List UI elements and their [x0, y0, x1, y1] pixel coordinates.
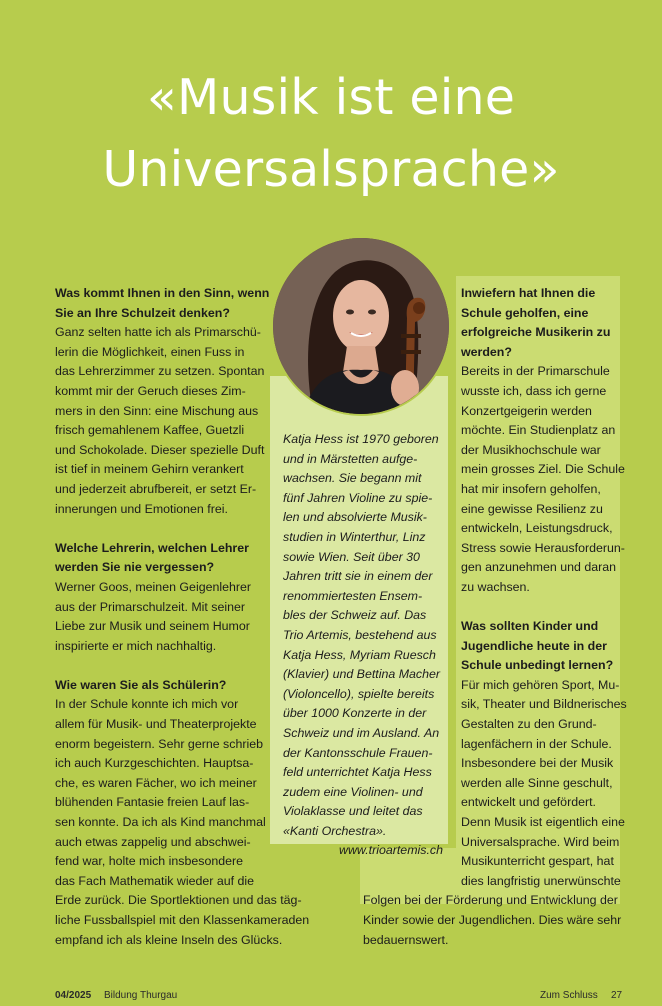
answer-line: sen konnte. Da ich als Kind manchmal	[55, 815, 266, 830]
answer-line: empfand ich als kleine Inseln des Glücks.	[55, 932, 283, 947]
answer-line: und Schokolade. Dieser spezielle Duft	[55, 442, 265, 457]
caption-line: der Kantonsschule Frauen-	[283, 745, 433, 760]
caption-line: len und absolvierte Musik-	[283, 510, 427, 525]
answer-line: entwickeln, Leistungsdruck,	[461, 521, 613, 536]
caption-line: wachsen. Sie begann mit	[283, 471, 422, 486]
answer-line: und jederzeit abrufbereit, er setzt Er-	[55, 481, 257, 496]
answer-line: In der Schule konnte ich mich vor	[55, 697, 239, 712]
answer-line: Folgen bei der Förderung und Entwicklung der	[363, 893, 618, 908]
answer-line: liche Fussballspiel mit den Klassenkameraden	[55, 913, 310, 927]
answer-line: Denn Musik ist eigentlich eine	[461, 815, 625, 830]
question-line: Jugendliche heute in der	[461, 638, 607, 653]
caption-line: über 1000 Konzerte in der	[283, 706, 427, 721]
answer-line: enorm begeistern. Sehr gerne schrieb	[55, 736, 264, 751]
answer-line: mein grosses Ziel. Die Schule	[461, 462, 625, 477]
question-line: Welche Lehrerin, welchen Lehrer	[55, 540, 249, 555]
caption-line: Jahren tritt sie in einem der	[283, 569, 433, 584]
caption-line: sowie Wien. Seit über 30	[283, 549, 420, 564]
footer-page-number: 27	[611, 990, 623, 1001]
left-column	[55, 284, 310, 970]
footer-magazine: Bildung Thurgau	[104, 990, 178, 1001]
answer-line: auch etwas zappelig und abschwei-	[55, 834, 251, 849]
answer-line: dies langfristig unerwünschte	[461, 873, 621, 888]
answer-line: Liebe zur Musik und seinem Humor	[55, 619, 250, 634]
answer-line: das Lehrerzimmer zu setzen. Spontan	[55, 364, 265, 379]
answer-line: Musikunterricht gespart, hat	[461, 854, 614, 869]
answer-line: hat mir insofern geholfen,	[461, 481, 601, 496]
answer-line: entwickelt und gefördert.	[461, 795, 596, 810]
answer-line: werden alle Sinne geschult,	[461, 775, 613, 790]
answer-line: ich auch Kurzgeschichten. Hauptsa-	[55, 756, 254, 771]
question-line: Was sollten Kinder und	[461, 619, 599, 634]
question-line: werden?	[461, 344, 512, 359]
answer-line: che, es waren Fächer, wo ich meiner	[55, 775, 257, 790]
footer-section: Zum Schluss	[540, 990, 598, 1001]
answer-line: Für mich gehören Sport, Mu-	[461, 677, 620, 692]
answer-line: eine gewisse Resilienz zu	[461, 501, 603, 516]
qa-block	[55, 284, 270, 519]
website-link[interactable]: www.trioartemis.ch	[339, 843, 443, 858]
answer-line: gen anzunehmen und daran	[461, 560, 617, 575]
caption-line: bles der Schweiz auf. Das	[283, 608, 427, 623]
answer-line: Stress sowie Herausforderun-	[461, 540, 625, 555]
caption-line: Katja Hess, Myriam Ruesch	[283, 647, 436, 662]
caption-line: Katja Hess ist 1970 geboren	[283, 432, 439, 446]
caption-line: (Violoncello), spielte bereits	[283, 686, 435, 701]
question-line: Schule unbedingt lernen?	[461, 658, 614, 673]
answer-line: Erde zurück. Die Sportlektionen und das täg-	[55, 893, 302, 908]
answer-line: Bereits in der Primarschule	[461, 364, 610, 379]
question-line: Schule geholfen, eine	[461, 305, 589, 320]
answer-line: Insbesondere bei der Musik	[461, 756, 614, 771]
answer-line: frisch gemahlenem Kaffee, Guetzli	[55, 423, 245, 438]
answer-line: blühenden Fantasie freien Lauf las-	[55, 795, 250, 810]
caption-line: und in Märstetten aufge-	[283, 451, 418, 466]
headline-line-1: «Musik ist eine	[146, 69, 516, 126]
caption-line: Trio Artemis, bestehend aus	[283, 627, 437, 642]
answer-line: aus der Primarschulzeit. Mit seiner	[55, 599, 246, 614]
qa-block	[55, 676, 310, 950]
question-line: Wie waren Sie als Schülerin?	[55, 677, 227, 692]
portrait-photo	[271, 236, 451, 416]
answer-line: das Fach Mathematik wieder auf die	[55, 873, 255, 888]
answer-line: allem für Musik- und Theaterprojekte	[55, 717, 257, 732]
answer-line: zu wachsen.	[461, 579, 530, 594]
answer-line: sik, Theater und Bildnerisches	[461, 697, 627, 712]
answer-line: lerin die Möglichkeit, einen Fuss in	[55, 344, 245, 359]
answer-line: Kinder sowie der Jugendlichen. Dies wäre sehr	[363, 913, 622, 927]
answer-line: kommt mir der Geruch dieses Zim-	[55, 383, 246, 398]
caption-line: renommiertesten Ensem-	[283, 588, 423, 603]
footer-issue: 04/2025	[55, 990, 92, 1001]
caption-line: fünf Jahren Violine zu spie-	[283, 490, 433, 505]
caption-line: «Kanti Orchestra».	[283, 823, 387, 838]
answer-line: Universalsprache. Wird beim	[461, 834, 620, 849]
caption-line: Violaklasse und leitet das	[283, 804, 423, 819]
answer-line: innerungen und Emotionen frei.	[55, 501, 228, 516]
question-line: Was kommt Ihnen in den Sinn, wenn	[55, 286, 270, 300]
caption-line: zudem eine Violinen- und	[283, 784, 423, 799]
answer-line: Gestalten zu den Grund-	[461, 717, 597, 732]
bio-caption	[283, 430, 443, 861]
answer-line: Werner Goos, meinen Geigenlehrer	[55, 579, 252, 594]
caption-line: studien in Winterthur, Linz	[283, 529, 426, 544]
caption-line: Schweiz und im Ausland. An	[283, 725, 440, 740]
answer-line: bedauernswert.	[363, 932, 449, 947]
answer-line: Ganz selten hatte ich als Primarschü-	[55, 325, 261, 340]
question-line: werden Sie nie vergessen?	[55, 560, 215, 575]
qa-block	[461, 284, 625, 598]
answer-line: der Musikhochschule war	[461, 442, 601, 457]
answer-line: lagenfächern in der Schule.	[461, 736, 612, 751]
answer-line: Konzertgeigerin werden	[461, 403, 592, 418]
portrait-illustration	[273, 238, 449, 414]
answer-line: fend war, holte mich insbesondere	[55, 854, 244, 869]
caption-line: feld unterrichtet Katja Hess	[283, 765, 432, 780]
answer-line: inspirierte er mich nachhaltig.	[55, 638, 217, 653]
answer-line: wusste ich, dass ich gerne	[461, 383, 607, 398]
qa-block	[55, 539, 270, 657]
headline-line-2: Universalsprache»	[102, 141, 560, 198]
question-line: Inwiefern hat Ihnen die	[461, 286, 596, 300]
question-line: Sie an Ihre Schulzeit denken?	[55, 305, 230, 320]
question-line: erfolgreiche Musikerin zu	[461, 325, 611, 340]
answer-line: ist tief in meinem Gehirn verankert	[55, 462, 244, 477]
caption-line: (Klavier) und Bettina Macher	[283, 667, 441, 682]
answer-line: mers in den Sinn: eine Mischung aus	[55, 403, 259, 418]
answer-line: möchte. Ein Studienplatz an	[461, 423, 616, 438]
